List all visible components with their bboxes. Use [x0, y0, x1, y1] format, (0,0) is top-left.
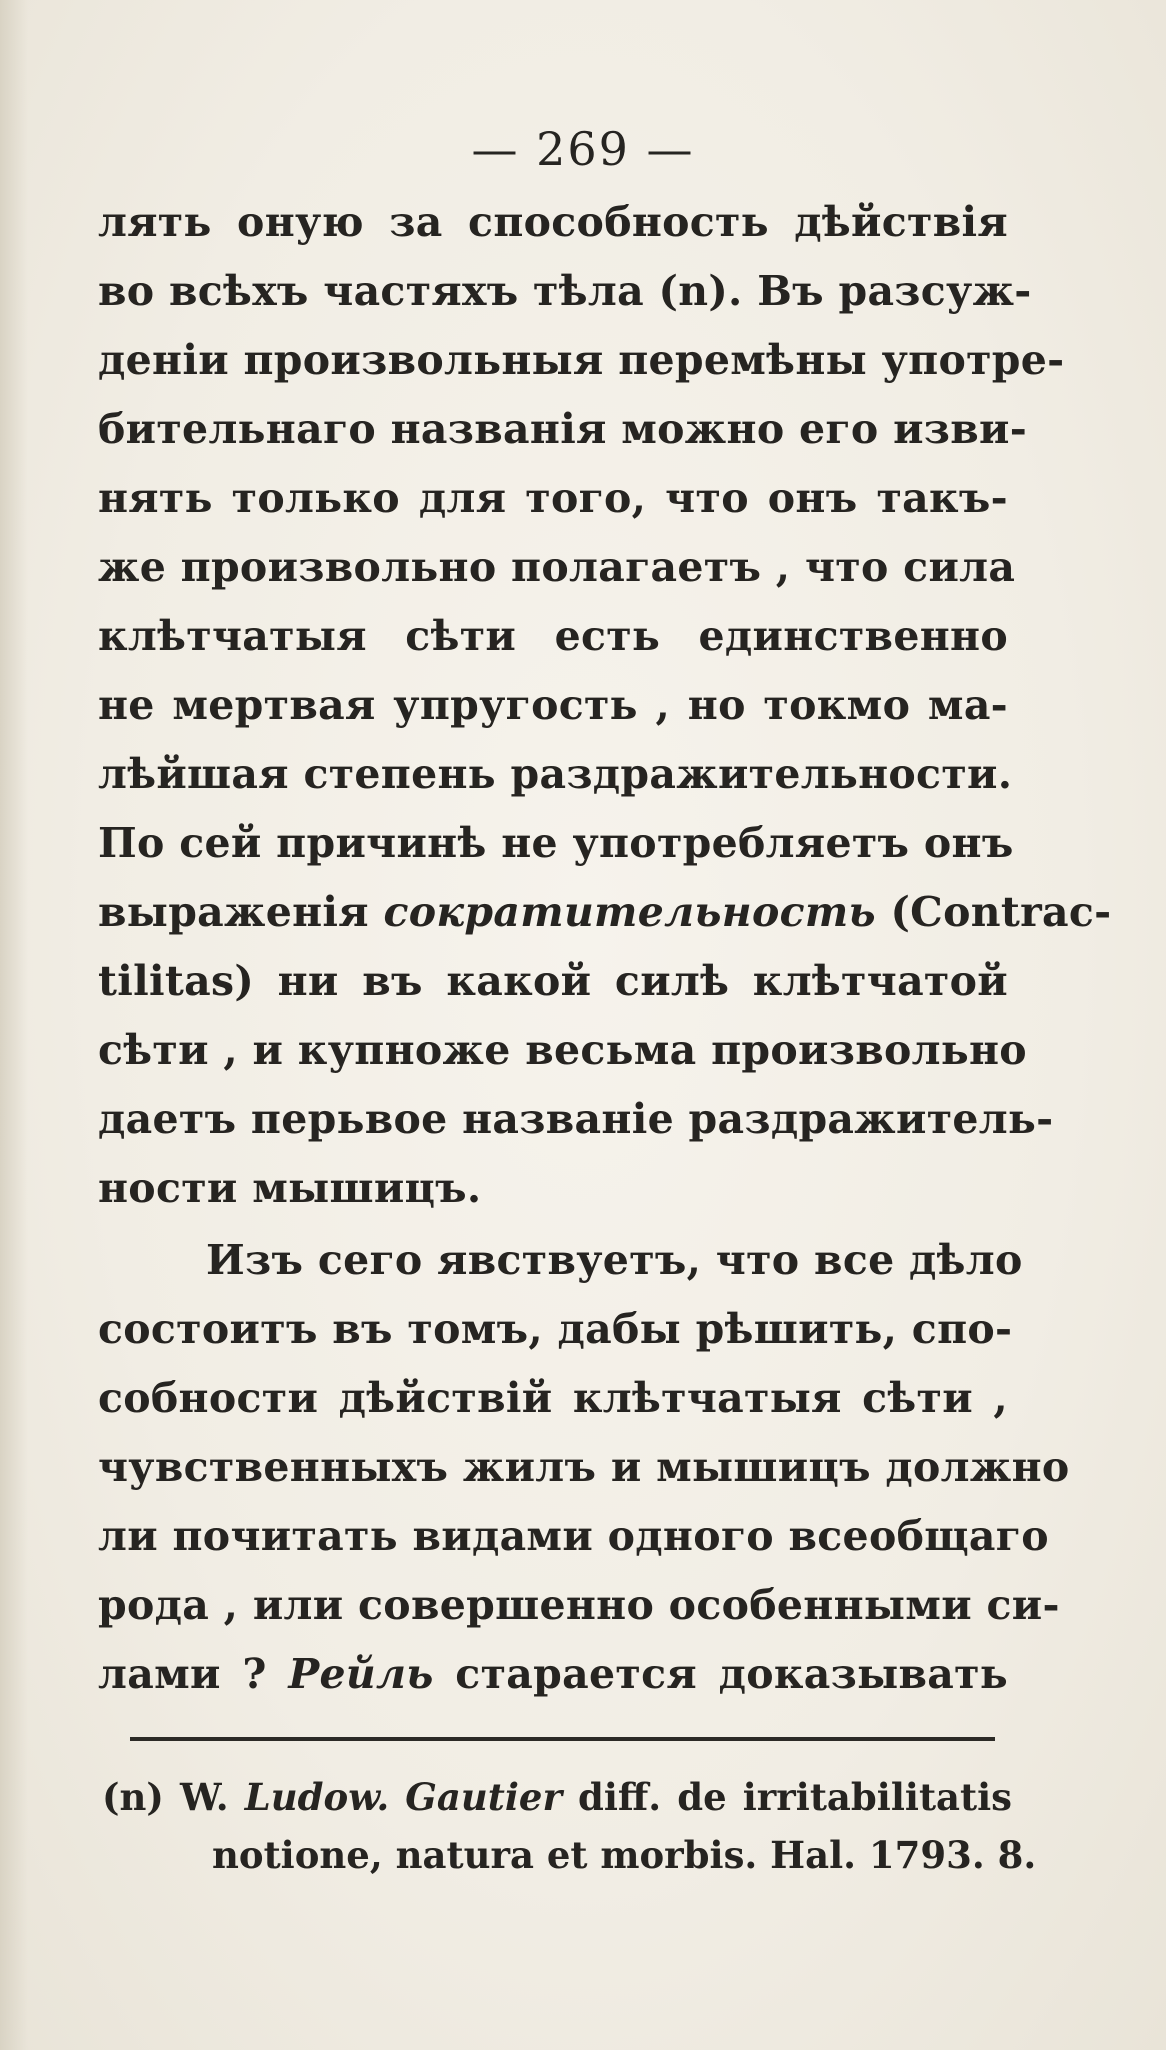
text-line: деніи произвольныя перемѣны употре-	[98, 336, 1065, 384]
text-line: Изъ сего явствуетъ, что все дѣло	[206, 1236, 1023, 1284]
text-line: tilitas) ни въ какой силѣ клѣтчатой	[98, 957, 1008, 1005]
footnote-text: diff. de irritabilitatis	[561, 1775, 1012, 1819]
text-line: же произвольно полагаетъ , что сила	[98, 543, 1016, 591]
footnote-line-1	[102, 1768, 1012, 1826]
text-line: собности дѣйствій клѣтчатыя сѣти ,	[98, 1374, 1008, 1422]
text-line: состоитъ въ томъ, дабы рѣшить, спо-	[98, 1305, 1013, 1353]
text-segment: старается доказывать	[433, 1650, 1008, 1698]
text-line: клѣтчатыя сѣти есть единственно	[98, 612, 1008, 660]
page-edge-shadow	[0, 0, 28, 2050]
italic-name: Рейль	[288, 1650, 434, 1698]
text-line: чувственныхъ жилъ и мышицъ должно	[98, 1443, 1070, 1491]
text-line-with-italic	[98, 1640, 1008, 1709]
text-line: По сей причинѣ не употребляетъ онъ	[98, 819, 1014, 867]
italic-term: сократительность	[383, 888, 876, 936]
text-line: лять оную за способность дѣйствія	[98, 198, 1008, 246]
text-line: ли почитать видами одного всеобщаго	[98, 1512, 1049, 1560]
footnote	[102, 1768, 1037, 1884]
text-line: бительнаго названія можно его изви-	[98, 405, 1028, 453]
paragraph-1	[98, 188, 1112, 1223]
text-line: даетъ перьвое названіе раздражитель-	[98, 1095, 1054, 1143]
text-line: во всѣхъ частяхъ тѣла (n). Въ разсуж-	[98, 267, 1032, 315]
footnote-author: Ludow. Gautier	[244, 1775, 562, 1819]
text-line-with-italic	[98, 878, 1112, 947]
text-line: сѣти , и купноже весьма произвольно	[98, 1026, 1027, 1074]
footnote-marker: (n) W.	[102, 1775, 229, 1819]
footnote-divider	[130, 1737, 995, 1741]
text-line: рода , или совершенно особенными си-	[98, 1581, 1060, 1629]
text-line: ности мышицъ.	[98, 1164, 482, 1212]
page-number: — 269 —	[471, 122, 695, 176]
text-line: лѣйшая степень раздражительности.	[98, 750, 1013, 798]
paragraph-2	[98, 1226, 1070, 1709]
text-line: нять только для того, что онъ такъ-	[98, 474, 1008, 522]
text-segment: выраженія	[98, 888, 384, 936]
footnote-line-2: notione, natura et morbis. Hal. 1793. 8.	[212, 1833, 1037, 1877]
text-line: не мертвая упругость , но токмо ма-	[98, 681, 1008, 729]
text-segment: (Contrac-	[875, 888, 1112, 936]
text-segment: лами ?	[98, 1650, 289, 1698]
